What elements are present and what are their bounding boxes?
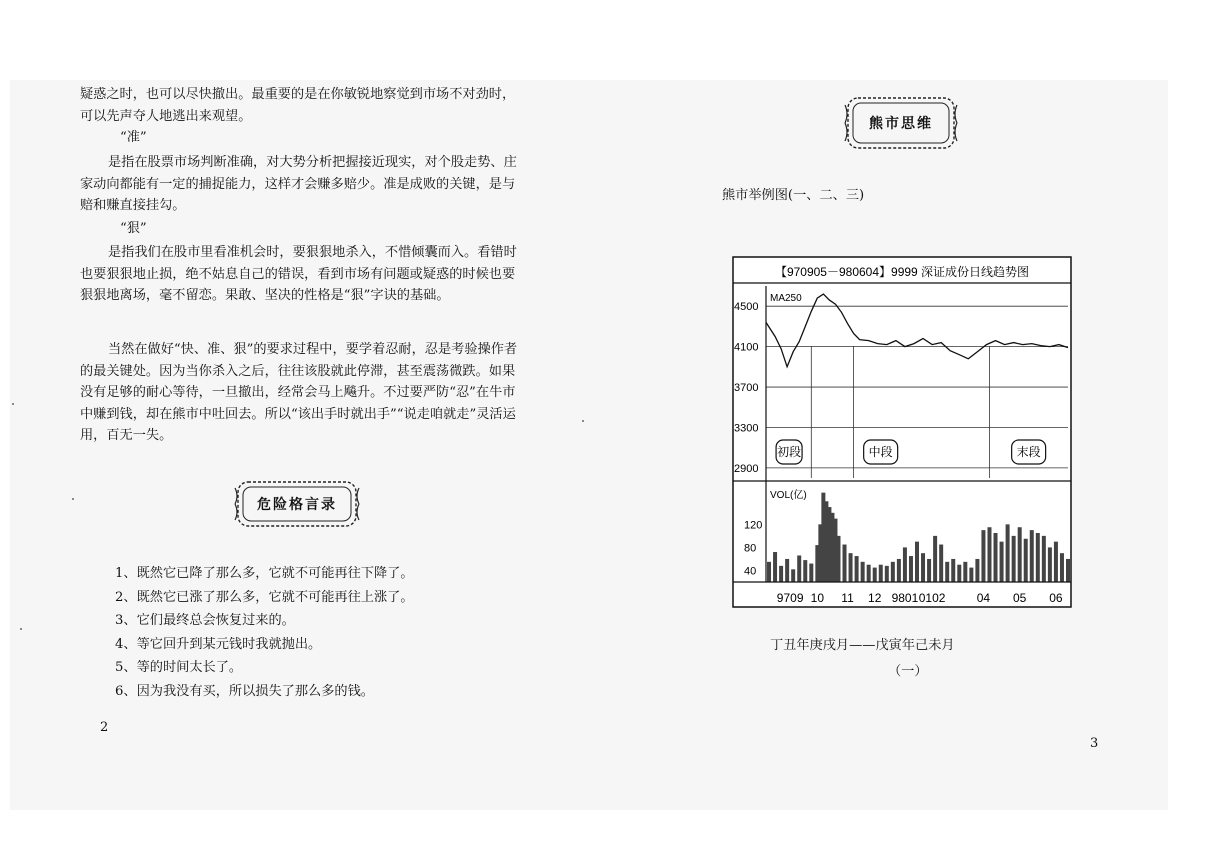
scan-speck (72, 498, 74, 500)
volume-bar (1000, 542, 1004, 582)
maxims-banner-title: 危险格言录 (257, 497, 337, 513)
figure-caption: 丁丑年庚戌月——戊寅年己未月 (770, 638, 955, 653)
x-tick-label: 12 (868, 591, 882, 605)
volume-bar (1036, 533, 1040, 582)
maxim-item: 5、等的时间太长了。 (115, 660, 243, 676)
price-tick-label: 3300 (734, 422, 759, 435)
paragraph-intro: 疑惑之时，也可以尽快撤出。最重要的是在你敏锐地察觉到市场不对劲时，可以先声夺人地逃出来观望。 (80, 87, 516, 124)
volume-bar (1024, 539, 1028, 582)
ma-label: MA250 (770, 293, 802, 304)
stage-label: 中段 (868, 445, 893, 459)
scan-speck (12, 403, 14, 405)
x-tick-label: 0102 (918, 591, 946, 605)
stage-label: 初段 (777, 445, 802, 459)
maxim-item: 3、它们最终总会恢复过来的。 (115, 613, 295, 629)
bear-banner-title: 熊市思维 (869, 116, 933, 132)
volume-bar (951, 559, 955, 582)
price-tick-label: 4100 (734, 341, 759, 354)
maxim-item: 1、既然它已降了那么多，它就不可能再往下降了。 (115, 566, 414, 581)
volume-bar (891, 562, 895, 582)
volume-bar (885, 566, 889, 582)
volume-bar (1042, 536, 1046, 582)
volume-bar (921, 553, 925, 582)
volume-bar (879, 565, 883, 582)
volume-bar (1066, 559, 1070, 582)
volume-bar (867, 565, 871, 582)
page-number-right: 3 (1090, 736, 1099, 751)
volume-bar (994, 533, 998, 582)
x-tick-label: 11 (841, 591, 854, 605)
volume-bar (969, 568, 973, 582)
scan-speck (582, 420, 584, 422)
volume-bar (903, 547, 907, 582)
volume-bar (1060, 553, 1064, 582)
volume-bar (957, 565, 961, 582)
x-tick-label: 05 (1013, 591, 1027, 605)
volume-tick-label: 40 (744, 565, 757, 578)
volume-bar (987, 527, 991, 582)
volume-tick-label: 120 (744, 519, 763, 532)
x-tick-label: 10 (810, 591, 825, 605)
stage-label: 末段 (1016, 445, 1041, 459)
x-tick-label: 9709 (776, 591, 804, 605)
x-tick-label: 04 (976, 591, 991, 605)
price-tick-label: 4500 (734, 301, 759, 314)
heading-hen: “狠” (120, 221, 147, 236)
volume-bar (843, 545, 847, 582)
volume-bar (873, 568, 877, 582)
volume-bar (1048, 547, 1052, 582)
chart-title: 【970905－980604】9999 深证成份日线趋势图 (774, 265, 1030, 279)
volume-bar (1030, 530, 1034, 582)
volume-bar (915, 542, 919, 582)
volume-bar (939, 545, 943, 582)
volume-bar (767, 562, 771, 582)
scan-speck (20, 628, 22, 630)
maxim-item: 6、因为我没有买，所以损失了那么多的钱。 (115, 683, 374, 699)
volume-bar (945, 562, 949, 582)
volume-bar (779, 566, 783, 582)
paragraph-hen: 是指我们在股市里看准机会时，要狠狠地杀入，不惜倾囊而入。看错时也要狠狠地止损，绝不姑息自己的错误，看到市场有问题或疑惑的时候也要狠狠地离场，毫不留恋。果敢、坚决的性格是“狠”字诀的基础。 (80, 245, 517, 303)
volume-bar (1018, 527, 1022, 582)
x-tick-label: 06 (1049, 591, 1063, 605)
volume-bar (1012, 536, 1016, 582)
maxims-banner (232, 476, 362, 532)
volume-bar (791, 569, 795, 582)
volume-bar (927, 559, 931, 582)
volume-bar (855, 556, 859, 582)
volume-bar (773, 552, 777, 582)
index-trend-chart (732, 256, 1072, 608)
price-tick-label: 3700 (734, 382, 759, 395)
figure-subtitle: 熊市举例图(一、二、三) (722, 188, 865, 203)
volume-bar (849, 553, 853, 582)
volume-bar (897, 559, 901, 582)
volume-bar (803, 560, 807, 582)
paragraph-ren: 当然在做好“快、准、狠”的要求过程中，要学着忍耐，忍是考验操作者的最关键处。因为当你杀入之后，往往该股就此停滞，甚至震荡微跌。如果没有足够的耐心等待，一旦撤出，经常会马上飚升。不过要严防“忍”在牛市中赚到钱，却在熊市中吐回去。所以“该出手时就出手”“说走咱就走”灵活运用，百无一失。 (80, 342, 518, 443)
volume-tick-label: 80 (744, 542, 757, 555)
volume-bar (809, 564, 813, 582)
maxim-item: 4、等它回升到某元钱时我就抛出。 (115, 636, 322, 652)
volume-bar (1006, 524, 1010, 582)
x-tick-label: 9801 (891, 591, 919, 605)
maxim-item: 2、既然它已涨了那么多，它就不可能再往上涨了。 (115, 589, 414, 605)
volume-bar (1054, 542, 1058, 582)
volume-bar (909, 556, 913, 582)
bear-banner (842, 92, 960, 154)
volume-bar (785, 559, 789, 582)
volume-bar (981, 530, 985, 582)
paragraph-zhun: 是指在股票市场判断准确，对大势分析把握接近现实，对个股走势、庄家动向都能有一定的捕捉能力，这样才会赚多赔少。准是成败的关键，是与赔和赚直接挂勾。 (80, 155, 517, 213)
volume-bar (933, 536, 937, 582)
volume-bar (975, 559, 979, 582)
heading-zhun: “准” (120, 130, 147, 145)
volume-label: VOL(亿) (770, 490, 807, 501)
price-tick-label: 2900 (734, 462, 759, 475)
volume-bar (836, 536, 840, 582)
maxims-list (115, 562, 414, 704)
volume-bar (797, 555, 801, 582)
page-number-left: 2 (100, 720, 109, 735)
figure-caption-index: （一） (888, 664, 928, 679)
volume-bar (963, 562, 967, 582)
volume-bar (861, 562, 865, 582)
